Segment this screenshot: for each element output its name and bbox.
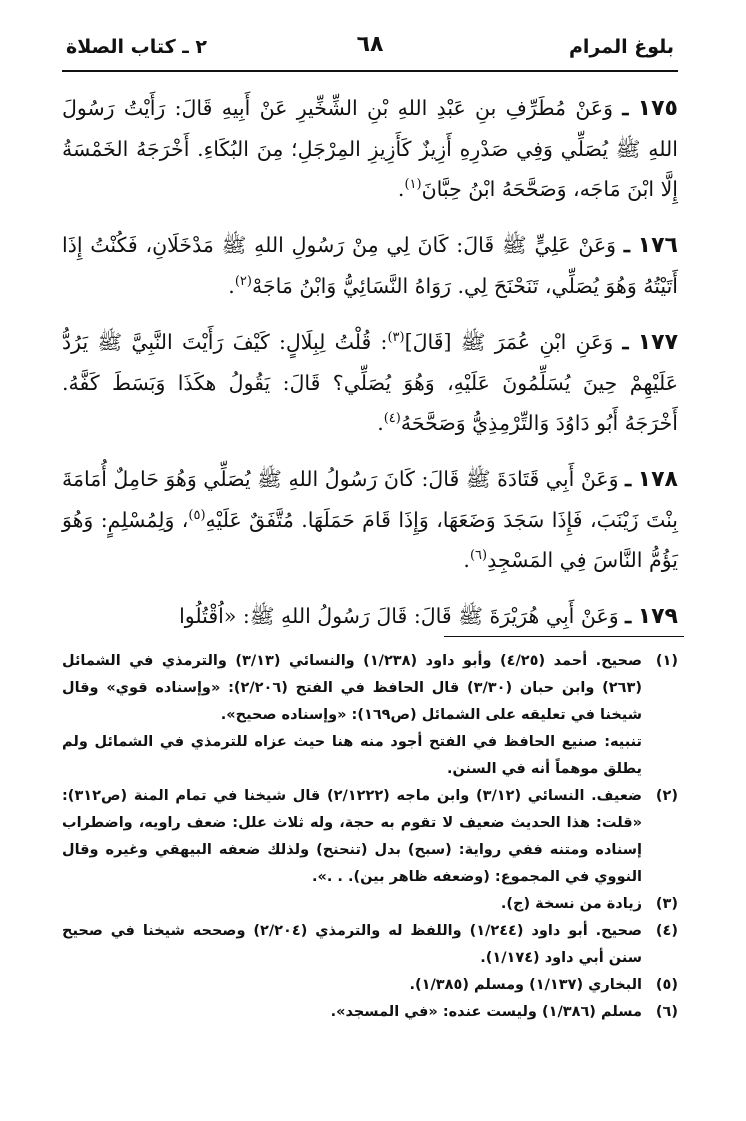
footnote-text	[62, 783, 642, 891]
footnote-ref[interactable]: (٤)	[383, 411, 401, 427]
footnote-3	[62, 891, 678, 918]
hadith-line: فَكُنْتُ إِذَا أَتَيْتُهُ وَهُوَ يُصَلِّي، تَنَحْنَحَ لِي. رَوَاهُ النَّسَائِيُّ وَابْنُ مَاجَهْ	[62, 233, 678, 298]
hadith-number: ١٧٥	[637, 96, 678, 121]
separator: ـ	[623, 233, 630, 257]
page-header	[62, 30, 678, 72]
separator: ـ	[622, 330, 629, 354]
hadith-line: الخَمْسَةُ إِلَّا ابْنَ مَاجَه، وَصَحَّحَهُ ابْنُ حِبَّانَ	[62, 137, 678, 201]
footnote-paragraph: صحيح. أحمد (٤/٢٥) وأبو داود (١/٢٣٨) والنسائي (٣/١٣) والترمذي في الشمائل (٢٦٣) وابن حبان (٣/٣٠) قال الحافظ في الفتح (٢/٢٠٦): «وإسناده قوي» وقال شيخنا في تعليقه على الشمائل (ص١٦٩): «وإسناده صحيح».	[62, 653, 642, 723]
separator: ـ	[625, 604, 632, 628]
footnote-text	[62, 972, 642, 999]
footnote-mark: (٦)	[655, 1004, 678, 1020]
footnote-4	[62, 918, 678, 972]
separator: ـ	[625, 467, 632, 491]
hadith-number: ١٧٩	[637, 604, 678, 629]
hadith-text: ١٧٥ ـ وَعَنْ مُطَرِّفِ بنِ عَبْدِ اللهِ بْنِ الشِّخِّيرِ عَنْ أَبِيهِ قَالَ: رَأَيْتُ رَسُولَ اللهِ ﷺ يُصَلِّي وَفِي صَدْرِهِ أَزِيزٌ كَأَزِيزِ المِرْجَلِ؛ مِنَ البُكَاءِ. أَخْرَجَهُ الخَمْسَةُ إِلَّا ابْنَ مَاجَه، وَصَحَّحَهُ ابْنُ حِبَّانَ$^{(١)}$.	[62, 96, 678, 201]
hadith-179	[62, 596, 678, 637]
hadith-body	[62, 88, 678, 653]
hadith-line: وَعَنْ أَبِي هُرَيْرَةَ ﷺ قَالَ: قَالَ رَسُولُ اللهِ ﷺ: «اُقْتُلُوا	[179, 604, 619, 628]
footnote-ref[interactable]: (٢)	[234, 274, 252, 290]
footnote-text	[62, 648, 642, 783]
footnote-mark: (٣)	[655, 896, 678, 912]
hadith-text: ١٧٨ ـ وَعَنْ أَبِي قَتَادَةَ ﷺ قَالَ: كَانَ رَسُولُ اللهِ ﷺ يُصَلِّي وَهُوَ حَامِلٌ أُمَامَةَ بِنْتَ زَيْنَبَ، فَإِذَا سَجَدَ وَضَعَهَا، وَإِذَا قَامَ حَمَلَهَا. مُتَّفَقٌ عَلَيْهِ$^{(٥)}$، وَلِمُسْلِمٍ: وَهُوَ يَؤُمُّ النَّاسَ فِي المَسْجِدِ$^{(٦)}$.	[62, 467, 679, 572]
footnote-mark: (٥)	[655, 977, 678, 993]
hadith-line: : قُلْتُ لِبِلَالٍ: كَيْفَ رَأَيْتَ	[181, 330, 388, 354]
footnote-ref[interactable]: (٦)	[469, 548, 488, 564]
hadith-line: حَامِلٌ أُمَامَةَ بِنْتَ زَيْنَبَ، فَإِذَا سَجَدَ وَضَعَهَا، وَإِذَا قَامَ حَمَلَهَا. مُتَّفَقٌ عَلَيْهِ	[62, 467, 679, 532]
hadith-line: وَعَنْ عَلِيٍّ ﷺ قَالَ: كَانَ لِي مِنْ رَسُولِ اللهِ ﷺ مَدْخَلَانِ،	[145, 233, 617, 257]
page-number: ٦٨	[356, 32, 384, 57]
footnote-divider	[444, 636, 684, 637]
hadith-line: وَبَسَطَ كَفَّهُ. أَخْرَجَهُ أَبُو دَاوُدَ وَالتِّرْمِذِيُّ وَصَحَّحَهُ	[62, 371, 678, 435]
hadith-number: ١٧٧	[637, 330, 679, 355]
footnote-1	[62, 648, 678, 783]
hadith-line: رَسُولَ اللهِ ﷺ يُصَلِّي وَفِي صَدْرِهِ أَزِيزٌ كَأَزِيزِ المِرْجَلِ؛ مِنَ البُكَاءِ. أَخْرَجَهُ	[62, 96, 678, 161]
hadith-line: وَعَنِ ابْنِ عُمَرَ ﷺ [قَالَ]	[404, 330, 614, 354]
footnote-paragraph: زيادة من نسخة (ج).	[500, 896, 642, 912]
footnote-paragraph: مسلم (١/٣٨٦) وليست عنده: «في المسجد».	[330, 1004, 642, 1020]
hadith-number: ١٧٨	[637, 467, 678, 492]
hadith-text	[62, 596, 678, 637]
footnote-ref[interactable]: (٥)	[188, 508, 206, 524]
footnote-6	[62, 999, 678, 1026]
footnote-paragraph: تنبيه: صنيع الحافظ في الفتح أجود منه هنا حيث عزاه للترمذي في الشمائل ولم يطلق موهماً أنه في السنن.	[62, 734, 642, 777]
hadith-175	[62, 88, 678, 209]
footnote-mark: (١)	[655, 653, 678, 669]
hadith-text: ١٧٧ ـ وَعَنِ ابْنِ عُمَرَ ﷺ [قَالَ]$^{(٣)}$: قُلْتُ لِبِلَالٍ: كَيْفَ رَأَيْتَ النَّبِيَّ ﷺ يَرُدُّ عَلَيْهِمْ حِينَ يُسَلِّمُونَ عَلَيْهِ، وَهُوَ يُصَلِّي؟ قَالَ: يَقُولُ هكَذَا وَبَسَطَ كَفَّهُ. أَخْرَجَهُ أَبُو دَاوُدَ وَالتِّرْمِذِيُّ وَصَحَّحَهُ$^{(٤)}$.	[62, 330, 679, 435]
hadith-176	[62, 225, 678, 306]
footnotes	[62, 648, 678, 1026]
hadith-line: وَعَنْ مُطَرِّفِ بنِ عَبْدِ اللهِ بْنِ الشِّخِّيرِ عَنْ أَبِيهِ قَالَ: رَأَيْتُ	[123, 96, 614, 120]
footnote-text	[62, 999, 642, 1026]
separator: ـ	[622, 96, 629, 120]
footnote-2	[62, 783, 678, 891]
hadith-line: ، وَلِمُسْلِمٍ: وَهُوَ يَؤُمُّ النَّاسَ فِي المَسْجِدِ	[62, 508, 678, 572]
footnote-ref[interactable]: (١)	[404, 177, 422, 193]
hadith-178	[62, 459, 678, 580]
hadith-line: وَعَنْ أَبِي قَتَادَةَ ﷺ قَالَ: كَانَ رَسُولُ اللهِ ﷺ يُصَلِّي وَهُوَ	[165, 467, 619, 491]
footnote-mark: (٢)	[655, 788, 678, 804]
footnote-text	[62, 891, 642, 918]
hadith-line: النَّبِيَّ ﷺ يَرُدُّ عَلَيْهِمْ حِينَ يُسَلِّمُونَ عَلَيْهِ، وَهُوَ يُصَلِّي؟ قَالَ: يَقُولُ هكَذَا	[62, 330, 678, 395]
footnote-paragraph: البخاري (١/١٣٧) ومسلم (١/٣٨٥).	[409, 977, 642, 993]
hadith-text: ١٧٦ ـ وَعَنْ عَلِيٍّ ﷺ قَالَ: كَانَ لِي مِنْ رَسُولِ اللهِ ﷺ مَدْخَلَانِ، فَكُنْتُ إِذَا أَتَيْتُهُ وَهُوَ يُصَلِّي، تَنَحْنَحَ لِي. رَوَاهُ النَّسَائِيُّ وَابْنُ مَاجَهْ$^{(٢)}$.	[62, 233, 678, 298]
footnote-text	[62, 918, 642, 972]
footnote-mark: (٤)	[655, 923, 678, 939]
footnote-ref[interactable]: (٣)	[387, 330, 405, 346]
chapter-title: ٢ ـ كتاب الصلاة	[66, 36, 207, 58]
footnote-paragraph: صحيح. أبو داود (١/٢٤٤) واللفظ له والترمذي (٢/٢٠٤) وصححه شيخنا في صحيح سنن أبي داود (١/١٧٤).	[62, 923, 642, 966]
hadith-177	[62, 322, 678, 443]
footnote-paragraph: ضعيف. النسائي (٣/١٢) وابن ماجه (٢/١٢٢٢) قال شيخنا في تمام المنة (ص٣١٢): «قلت: هذا الحديث ضعيف لا تقوم به حجة، وله ثلاث علل: ضعف راويه، واضطراب إسناده ومتنه ففي رواية: (سبح) بدل (تنحنح) ولذلك ضعفه البيهقي وغيره وقال النووي في المجموع: (وضعفه ظاهر بين). . .».	[62, 788, 643, 885]
book-title: بلوغ المرام	[568, 36, 674, 58]
footnote-5	[62, 972, 678, 999]
hadith-number: ١٧٦	[637, 233, 678, 258]
